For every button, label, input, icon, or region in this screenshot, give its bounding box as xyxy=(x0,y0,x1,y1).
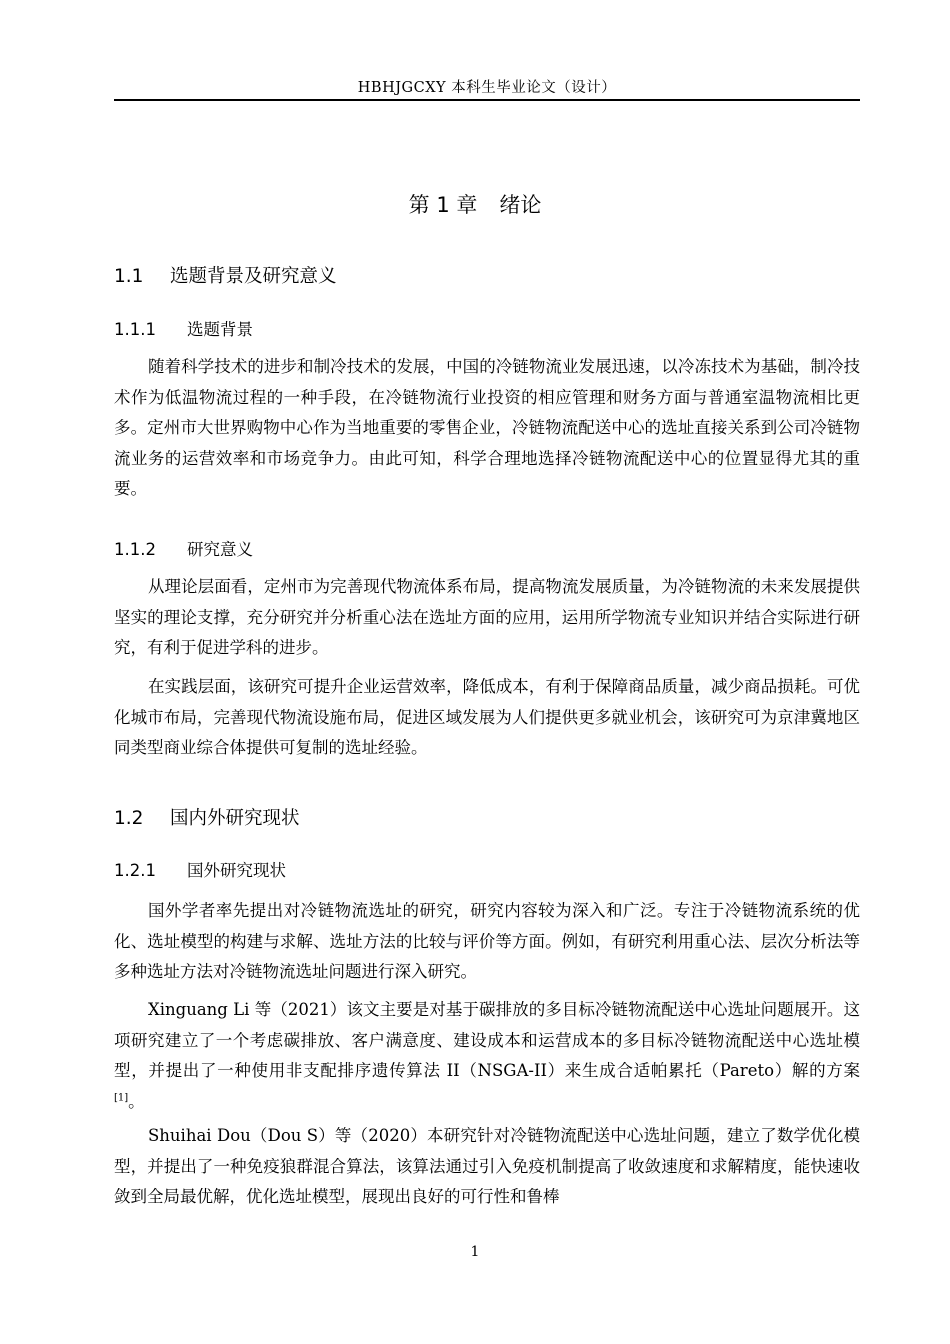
chapter-name: 绪论 xyxy=(499,193,542,217)
citation-ref: [1] xyxy=(114,1092,129,1103)
subsection-title: 国外研究现状 xyxy=(187,861,286,880)
section-heading-1-2 xyxy=(114,804,300,830)
section-title: 选题背景及研究意义 xyxy=(170,266,337,287)
subsection-heading-1-1-2 xyxy=(114,536,253,560)
paragraph-shuihai-dou: Shuihai Dou（Dou S）等（2020）本研究针对冷链物流配送中心选址问题，建立了数学优化模型，并提出了一种免疫狼群混合算法，该算法通过引入免疫机制提高了收敛速度和求解精度，能快速收敛到全局最优解，优化选址模型，展现出良好的可行性和鲁棒 xyxy=(114,1126,860,1206)
paragraph-theory: 从理论层面看，定州市为完善现代物流体系布局，提高物流发展质量，为冷链物流的未来发展提供坚实的理论支撑，充分研究并分析重心法在选址方面的应用，运用所学物流专业知识并结合实际进行研究，有利于促进学科的进步。 xyxy=(114,577,860,657)
page-header: HBHJGCXY 本科生毕业论文（设计） xyxy=(357,80,617,96)
subsection-number: 1.1.2 xyxy=(114,540,156,559)
paragraph-end: 。 xyxy=(128,1091,145,1111)
subsection-number: 1.1.1 xyxy=(114,320,156,339)
subsection-heading-1-1-1 xyxy=(114,316,253,340)
page-number: 1 xyxy=(470,1244,480,1260)
section-title: 国内外研究现状 xyxy=(170,808,300,829)
section-number: 1.1 xyxy=(114,266,144,287)
subsection-number: 1.2.1 xyxy=(114,861,156,880)
subsection-title: 研究意义 xyxy=(187,540,253,559)
paragraph-foreign-research: 国外学者率先提出对冷链物流选址的研究，研究内容较为深入和广泛。专注于冷链物流系统的优化、选址模型的构建与求解、选址方法的比较与评价等方面。例如，有研究利用重心法、层次分析法等多种选址方法对冷链物流选址问题进行深入研究。 xyxy=(114,901,860,981)
section-heading-1-1 xyxy=(114,262,337,288)
subsection-heading-1-2-1 xyxy=(114,857,286,881)
chapter-title xyxy=(0,189,950,219)
header-rule xyxy=(114,99,860,101)
section-number: 1.2 xyxy=(114,808,144,829)
paragraph-practice: 在实践层面，该研究可提升企业运营效率，降低成本，有利于保障商品质量，减少商品损耗。可优化城市布局，完善现代物流设施布局，促进区域发展为人们提供更多就业机会，该研究可为京津冀地区同类型商业综合体提供可复制的选址经验。 xyxy=(114,677,860,757)
paragraph-background: 随着科学技术的进步和制冷技术的发展，中国的冷链物流业发展迅速，以冷冻技术为基础，制冷技术作为低温物流过程的一种手段，在冷链物流行业投资的相应管理和财务方面与普通室温物流相比更多。定州市大世界购物中心作为当地重要的零售企业，冷链物流配送中心的选址直接关系到公司冷链物流业务的运营效率和市场竞争力。由此可知，科学合理地选择冷链物流配送中心的位置显得尤其的重要。 xyxy=(114,357,860,498)
chapter-number: 第 1 章 xyxy=(408,193,478,217)
subsection-title: 选题背景 xyxy=(187,320,253,339)
paragraph-text: Xinguang Li 等（2021）该文主要是对基于碳排放的多目标冷链物流配送中心选址问题展开。这项研究建立了一个考虑碳排放、客户满意度、建设成本和运营成本的多目标冷链物流配送中心选址模型，并提出了一种使用非支配排序遗传算法 II（NSGA-II）来生成合适帕累托（Pareto）解的方案 xyxy=(114,1000,860,1080)
paragraph-xinguang-li xyxy=(114,995,860,1117)
